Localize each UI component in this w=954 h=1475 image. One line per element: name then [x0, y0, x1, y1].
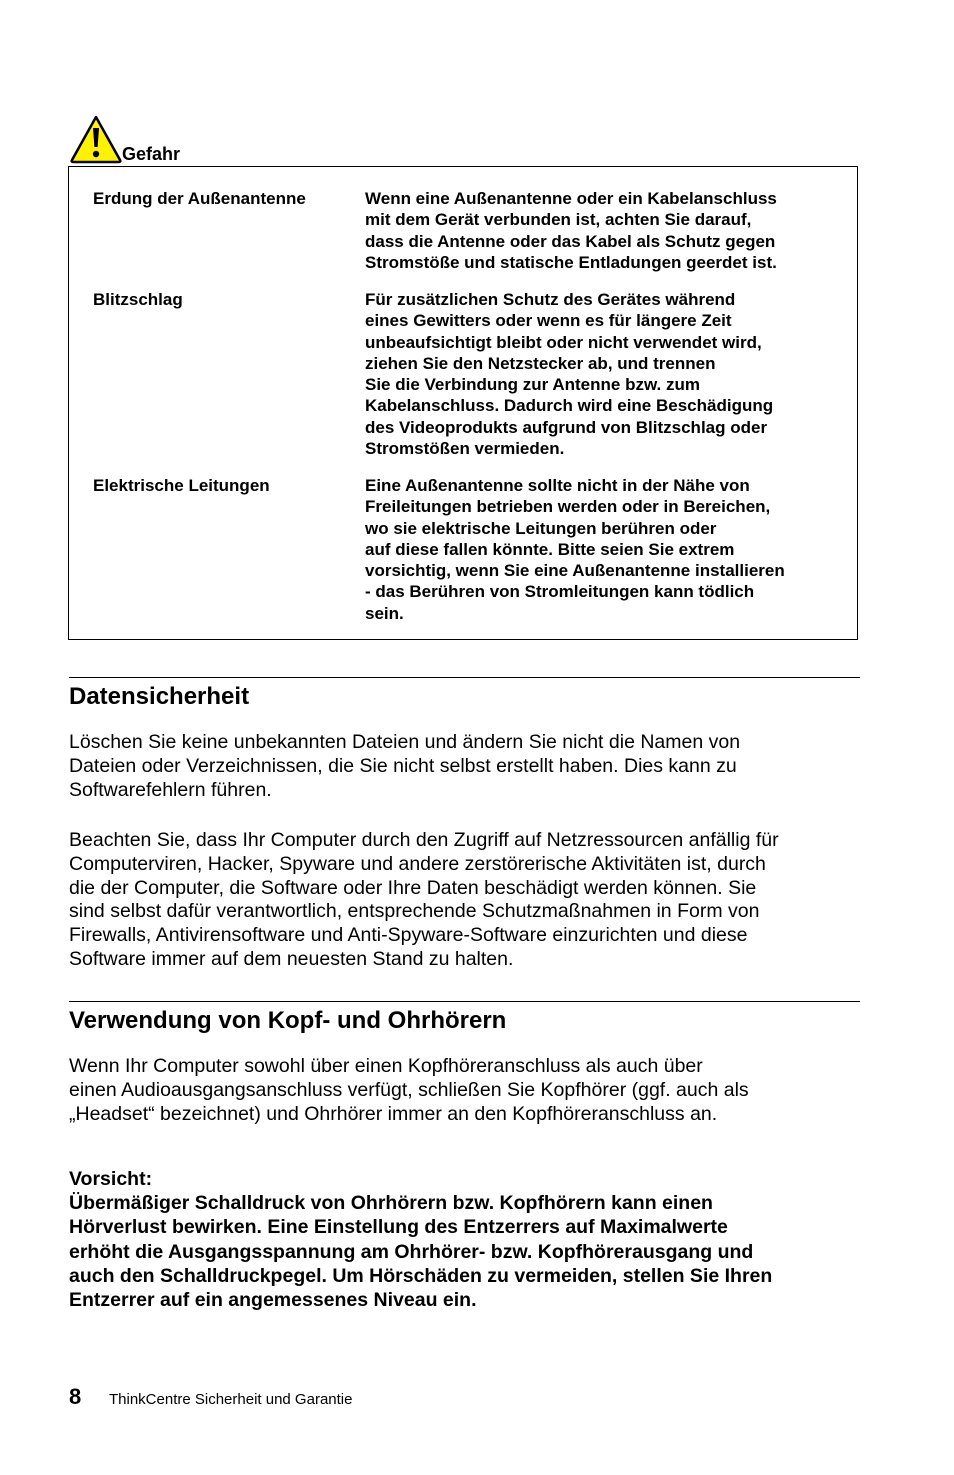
text-line: Wenn eine Außenantenne oder ein Kabelanschluss [365, 189, 777, 208]
caution-notice [69, 1167, 869, 1312]
text-line: ziehen Sie den Netzstecker ab, und trennen [365, 353, 716, 373]
text-line: Softwarefehlern führen. [69, 778, 272, 801]
text-line: Kabelanschluss. Dadurch wird eine Beschädigung [365, 396, 774, 416]
danger-description [365, 475, 849, 624]
text-line: Löschen Sie keine unbekannten Dateien und ändern Sie nicht die Namen von [69, 731, 741, 753]
text-line: Firewalls, Antivirensoftware und Anti-Spyware-Software einzurichten und diese [69, 924, 748, 947]
text-line: Software immer auf dem neuesten Stand zu halten. [69, 947, 514, 970]
text-line: erhöht die Ausgangsspannung am Ohrhörer- bzw. Kopfhörerausgang und [69, 1240, 754, 1263]
section-divider [69, 1001, 860, 1002]
text-line: dass die Antenne oder das Kabel als Schutz gegen [365, 231, 776, 251]
text-line: vorsichtig, wenn Sie eine Außenantenne installieren [365, 561, 785, 581]
text-line: eines Gewitters oder wenn es für längere Zeit [365, 311, 732, 331]
danger-label: Gefahr [122, 144, 181, 164]
paragraph [69, 731, 869, 802]
danger-term: Erdung der Außenantenne [93, 189, 306, 208]
text-line: Eine Außenantenne sollte nicht in der Nähe von [365, 476, 750, 495]
section-title: Verwendung von Kopf- und Ohrhörern [69, 1007, 507, 1034]
section-divider [69, 677, 860, 678]
text-line: Computerviren, Hacker, Spyware und andere zerstörerische Aktivitäten ist, durch [69, 852, 766, 875]
paragraph [69, 829, 869, 972]
text-line: Für zusätzlichen Schutz des Gerätes während [365, 290, 736, 309]
text-line: Wenn Ihr Computer sowohl über einen Kopfhöreranschluss als auch über [69, 1055, 703, 1077]
text-line: Übermäßiger Schalldruck von Ohrhörern bzw. Kopfhörern kann einen [69, 1192, 713, 1215]
page-number: 8 [69, 1384, 82, 1409]
paragraph [69, 1055, 869, 1126]
text-line: sind selbst dafür verantwortlich, entsprechende Schutzmaßnahmen in Form von [69, 900, 760, 923]
page-footer [69, 1384, 352, 1410]
text-line: sein. [365, 603, 404, 623]
text-line: Hörverlust bewirken. Eine Einstellung des Entzerrers auf Maximalwerte [69, 1216, 728, 1239]
danger-description [365, 289, 849, 459]
text-line: mit dem Gerät verbunden ist, achten Sie darauf, [365, 210, 752, 230]
text-line: „Headset“ bezeichnet) und Ohrhörer immer an den Kopfhöreranschluss an. [69, 1102, 718, 1125]
text-line: die der Computer, die Software oder Ihre Daten beschädigt werden können. Sie [69, 876, 757, 899]
text-line: Dateien oder Verzeichnissen, die Sie nicht selbst erstellt haben. Dies kann zu [69, 754, 737, 777]
text-line: Stromstößen vermieden. [365, 439, 565, 459]
text-line: Beachten Sie, dass Ihr Computer durch den Zugriff auf Netzressourcen anfällig für [69, 829, 779, 851]
danger-header [69, 110, 180, 164]
text-line: Freileitungen betrieben werden oder in Bereichen, [365, 497, 771, 517]
text-line: des Videoprodukts aufgrund von Blitzschlag oder [365, 417, 768, 437]
danger-description [365, 188, 849, 273]
text-line: Entzerrer auf ein angemessenes Niveau ein. [69, 1289, 477, 1312]
danger-box [68, 166, 858, 640]
text-line: auf diese fallen könnte. Bitte seien Sie extrem [365, 539, 735, 559]
text-line: Sie die Verbindung zur Antenne bzw. zum [365, 375, 700, 395]
danger-term: Blitzschlag [93, 290, 183, 309]
text-line: - das Berühren von Stromleitungen kann tödlich [365, 582, 755, 602]
danger-term: Elektrische Leitungen [93, 476, 270, 495]
text-line: einen Audioausgangsanschluss verfügt, schließen Sie Kopfhörer (ggf. auch als [69, 1078, 749, 1101]
text-line: wo sie elektrische Leitungen berühren oder [365, 518, 717, 538]
text-line: Stromstöße und statische Entladungen geerdet ist. [365, 252, 777, 272]
text-line: auch den Schalldruckpegel. Um Hörschäden zu vermeiden, stellen Sie Ihren [69, 1264, 773, 1287]
section-title: Datensicherheit [69, 683, 250, 710]
text-line: unbeaufsichtigt bleibt oder nicht verwendet wird, [365, 332, 762, 352]
caution-label: Vorsicht: [69, 1168, 153, 1190]
footer-title: ThinkCentre Sicherheit und Garantie [109, 1391, 353, 1408]
warning-triangle-icon [69, 114, 123, 164]
